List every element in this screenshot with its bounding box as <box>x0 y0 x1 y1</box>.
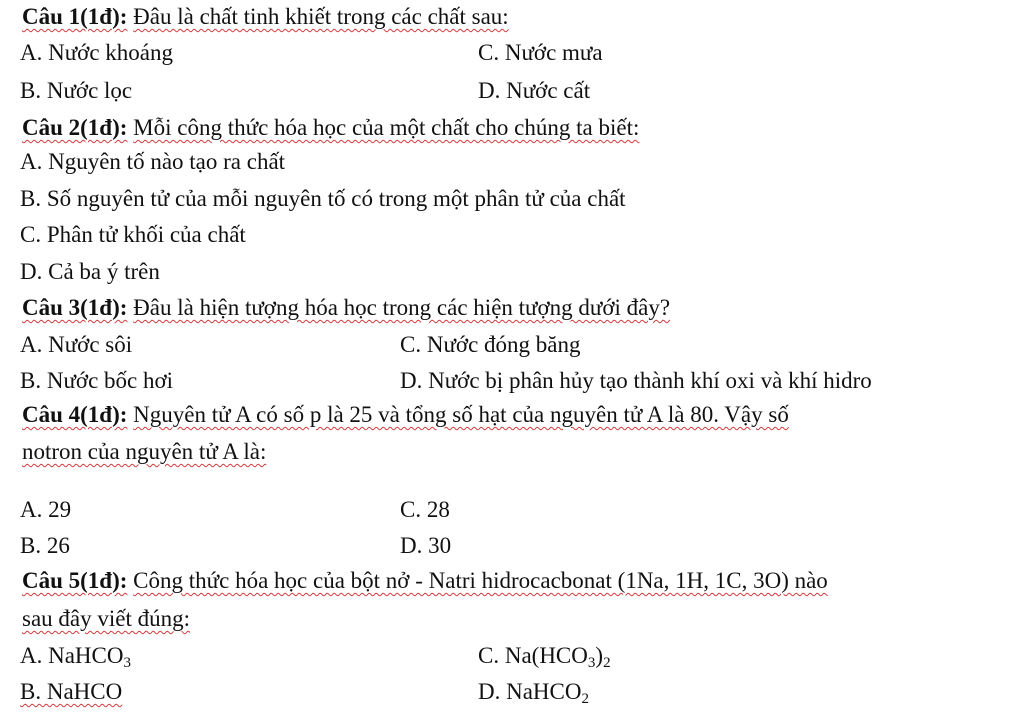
q3-option-b: B. Nước bốc hơi <box>20 368 174 393</box>
q5-option-d <box>478 677 589 707</box>
q4-option-b: B. 26 <box>20 533 70 558</box>
q5-option-c <box>478 641 611 671</box>
question-2 <box>22 113 639 143</box>
q4-option-c: C. 28 <box>400 497 450 522</box>
q5-option-a <box>20 641 131 671</box>
question-4-text: Nguyên tử A có số p là 25 và tổng số hạt của nguyên tử A là 80. Vậy số <box>133 402 789 427</box>
q3-option-d: D. Nước bị phân hủy tạo thành khí oxi và khí hidro <box>400 368 872 393</box>
q1-option-d: D. Nước cất <box>478 78 591 103</box>
q4-option-d: D. 30 <box>400 533 452 558</box>
q3-option-a: A. Nước sôi <box>20 332 133 357</box>
q5-option-b-formula: B. NaHCO <box>20 679 123 704</box>
question-2-label: Câu 2(1đ): <box>22 115 128 140</box>
q1-option-b: B. Nước lọc <box>20 78 133 103</box>
question-3-label: Câu 3(1đ): <box>22 295 128 320</box>
question-1-label: Câu 1(1đ): <box>22 4 128 29</box>
question-1-text: Đâu là chất tinh khiết trong các chất sau: <box>133 4 509 29</box>
q5-option-c-subscript-2: 2 <box>603 655 611 671</box>
q4-option-a: A. 29 <box>20 497 72 522</box>
question-5-text: Công thức hóa học của bột nở - Natri hidrocacbonat (1Na, 1H, 1C, 3O) nào <box>133 568 828 593</box>
question-3 <box>22 293 670 323</box>
question-5 <box>22 566 828 596</box>
q3-option-c: C. Nước đóng băng <box>400 332 581 357</box>
q5-option-c-subscript: 3 <box>587 655 596 671</box>
question-5-text-2: sau đây viết đúng: <box>22 606 190 631</box>
question-2-text: Mỗi công thức hóa học của một chất cho chúng ta biết: <box>133 115 640 140</box>
question-4-continuation <box>22 437 266 467</box>
q5-option-c-formula: C. Na(HCO <box>478 643 588 668</box>
q5-option-d-formula: D. NaHCO <box>478 679 582 704</box>
q2-option-c: C. Phân tử khối của chất <box>20 222 246 247</box>
q5-option-a-subscript: 3 <box>123 655 131 671</box>
question-5-label: Câu 5(1đ): <box>22 568 128 593</box>
q1-option-c: C. Nước mưa <box>478 40 603 65</box>
q1-option-a: A. Nước khoáng <box>20 40 174 65</box>
q2-option-b: B. Số nguyên tử của mỗi nguyên tố có trong một phân tử của chất <box>20 186 626 211</box>
q5-option-b <box>20 677 122 707</box>
question-4-label: Câu 4(1đ): <box>22 402 128 427</box>
q5-option-c-close: ) <box>595 643 604 668</box>
question-4 <box>22 400 789 430</box>
question-1 <box>22 2 509 32</box>
q2-option-d: D. Cả ba ý trên <box>20 259 160 284</box>
q5-option-d-subscript: 2 <box>581 691 589 707</box>
question-3-text: Đâu là hiện tượng hóa học trong các hiện tượng dưới đây? <box>133 295 671 320</box>
q2-option-a: A. Nguyên tố nào tạo ra chất <box>20 149 286 174</box>
question-4-text-2: notron của nguyên tử A là: <box>22 439 267 464</box>
question-5-continuation <box>22 604 190 634</box>
q5-option-a-formula: A. NaHCO <box>20 643 124 668</box>
